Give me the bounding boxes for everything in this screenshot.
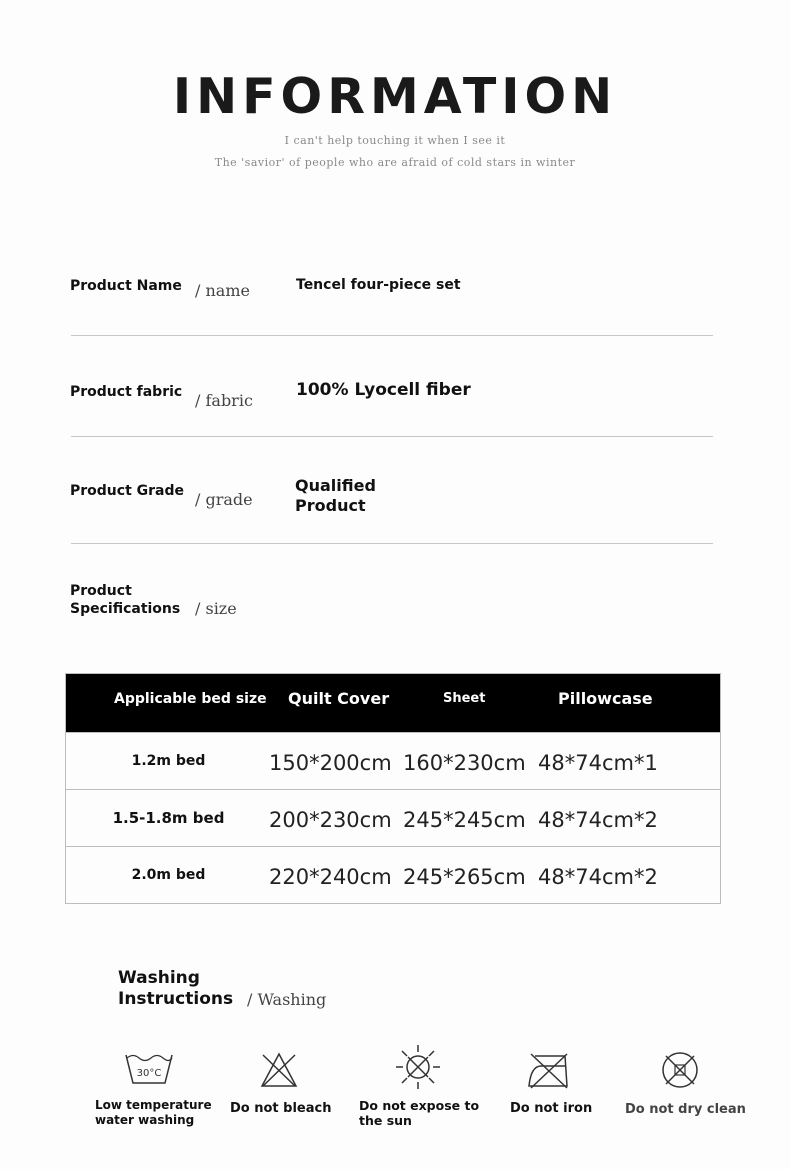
- quilt-cover-cell: 220*240cm: [269, 865, 392, 889]
- quilt-cover-cell: 150*200cm: [269, 751, 392, 775]
- no-sun-caption-line-2: the sun: [359, 1113, 412, 1128]
- divider: [71, 543, 713, 544]
- page-title: INFORMATION: [172, 68, 618, 125]
- table-row: [66, 789, 720, 846]
- table-row: [66, 846, 720, 903]
- divider: [71, 436, 713, 437]
- wash-temp-text: 30°C: [136, 1068, 162, 1079]
- sheet-cell: 245*245cm: [403, 808, 526, 832]
- product-grade-tag: / grade: [195, 490, 253, 509]
- product-fabric-label: Product fabric: [70, 384, 183, 400]
- product-fabric-value: 100% Lyocell fiber: [296, 380, 471, 400]
- no-iron-caption: Do not iron: [510, 1101, 593, 1116]
- divider: [71, 335, 713, 336]
- no-sun-caption: [359, 1098, 479, 1128]
- header-bed-size: Applicable bed size: [114, 691, 267, 707]
- header-pillowcase: Pillowcase: [558, 689, 653, 708]
- bed-size-cell: 1.2m bed: [131, 753, 206, 769]
- product-specs-label-line-1: Product: [70, 583, 132, 599]
- wash-30-icon: [124, 1052, 174, 1090]
- bed-size-cell: 2.0m bed: [131, 867, 206, 883]
- size-table: [65, 673, 721, 904]
- pillowcase-cell: 48*74cm*1: [538, 751, 658, 775]
- product-grade-value-line-2: Product: [295, 496, 366, 515]
- subtitle-line-1: I can't help touching it when I see it: [284, 134, 506, 147]
- sheet-cell: 160*230cm: [403, 751, 526, 775]
- table-header: [66, 674, 720, 732]
- table-row: [66, 732, 720, 789]
- washing-label-line-2: Instructions: [118, 989, 234, 1009]
- washing-tag: / Washing: [247, 990, 327, 1009]
- sheet-cell: 245*265cm: [403, 865, 526, 889]
- product-specs-tag: / size: [195, 599, 237, 618]
- product-specs-label-line-2: Specifications: [70, 601, 181, 617]
- no-sun-icon: [393, 1042, 443, 1096]
- bed-size-cell: 1.5-1.8m bed: [112, 809, 225, 827]
- product-grade-value: [295, 476, 376, 516]
- product-specs-label: [70, 582, 180, 618]
- product-fabric-tag: / fabric: [195, 391, 253, 410]
- no-dry-clean-icon: [660, 1050, 700, 1094]
- product-name-value: Tencel four-piece set: [296, 277, 461, 293]
- no-bleach-icon: [260, 1052, 298, 1092]
- wash-caption: [95, 1098, 212, 1128]
- subtitle-line-2: The 'savior' of people who are afraid of cold stars in winter: [214, 156, 576, 169]
- no-iron-icon: [527, 1052, 571, 1094]
- wash-caption-line-2: water washing: [95, 1113, 195, 1127]
- product-grade-label: Product Grade: [70, 483, 184, 499]
- product-name-tag: / name: [195, 281, 250, 300]
- header-quilt-cover: Quilt Cover: [288, 689, 390, 708]
- no-bleach-caption: Do not bleach: [230, 1101, 332, 1116]
- pillowcase-cell: 48*74cm*2: [538, 808, 658, 832]
- no-dry-clean-caption: Do not dry clean: [625, 1102, 746, 1117]
- pillowcase-cell: 48*74cm*2: [538, 865, 658, 889]
- washing-label-line-1: Washing: [118, 968, 200, 988]
- product-name-label: Product Name: [70, 278, 182, 294]
- header-sheet: Sheet: [443, 691, 486, 706]
- quilt-cover-cell: 200*230cm: [269, 808, 392, 832]
- product-grade-value-line-1: Qualified: [295, 476, 376, 495]
- washing-label: [118, 968, 233, 1010]
- no-sun-caption-line-1: Do not expose to: [359, 1098, 480, 1113]
- wash-caption-line-1: Low temperature: [95, 1098, 212, 1112]
